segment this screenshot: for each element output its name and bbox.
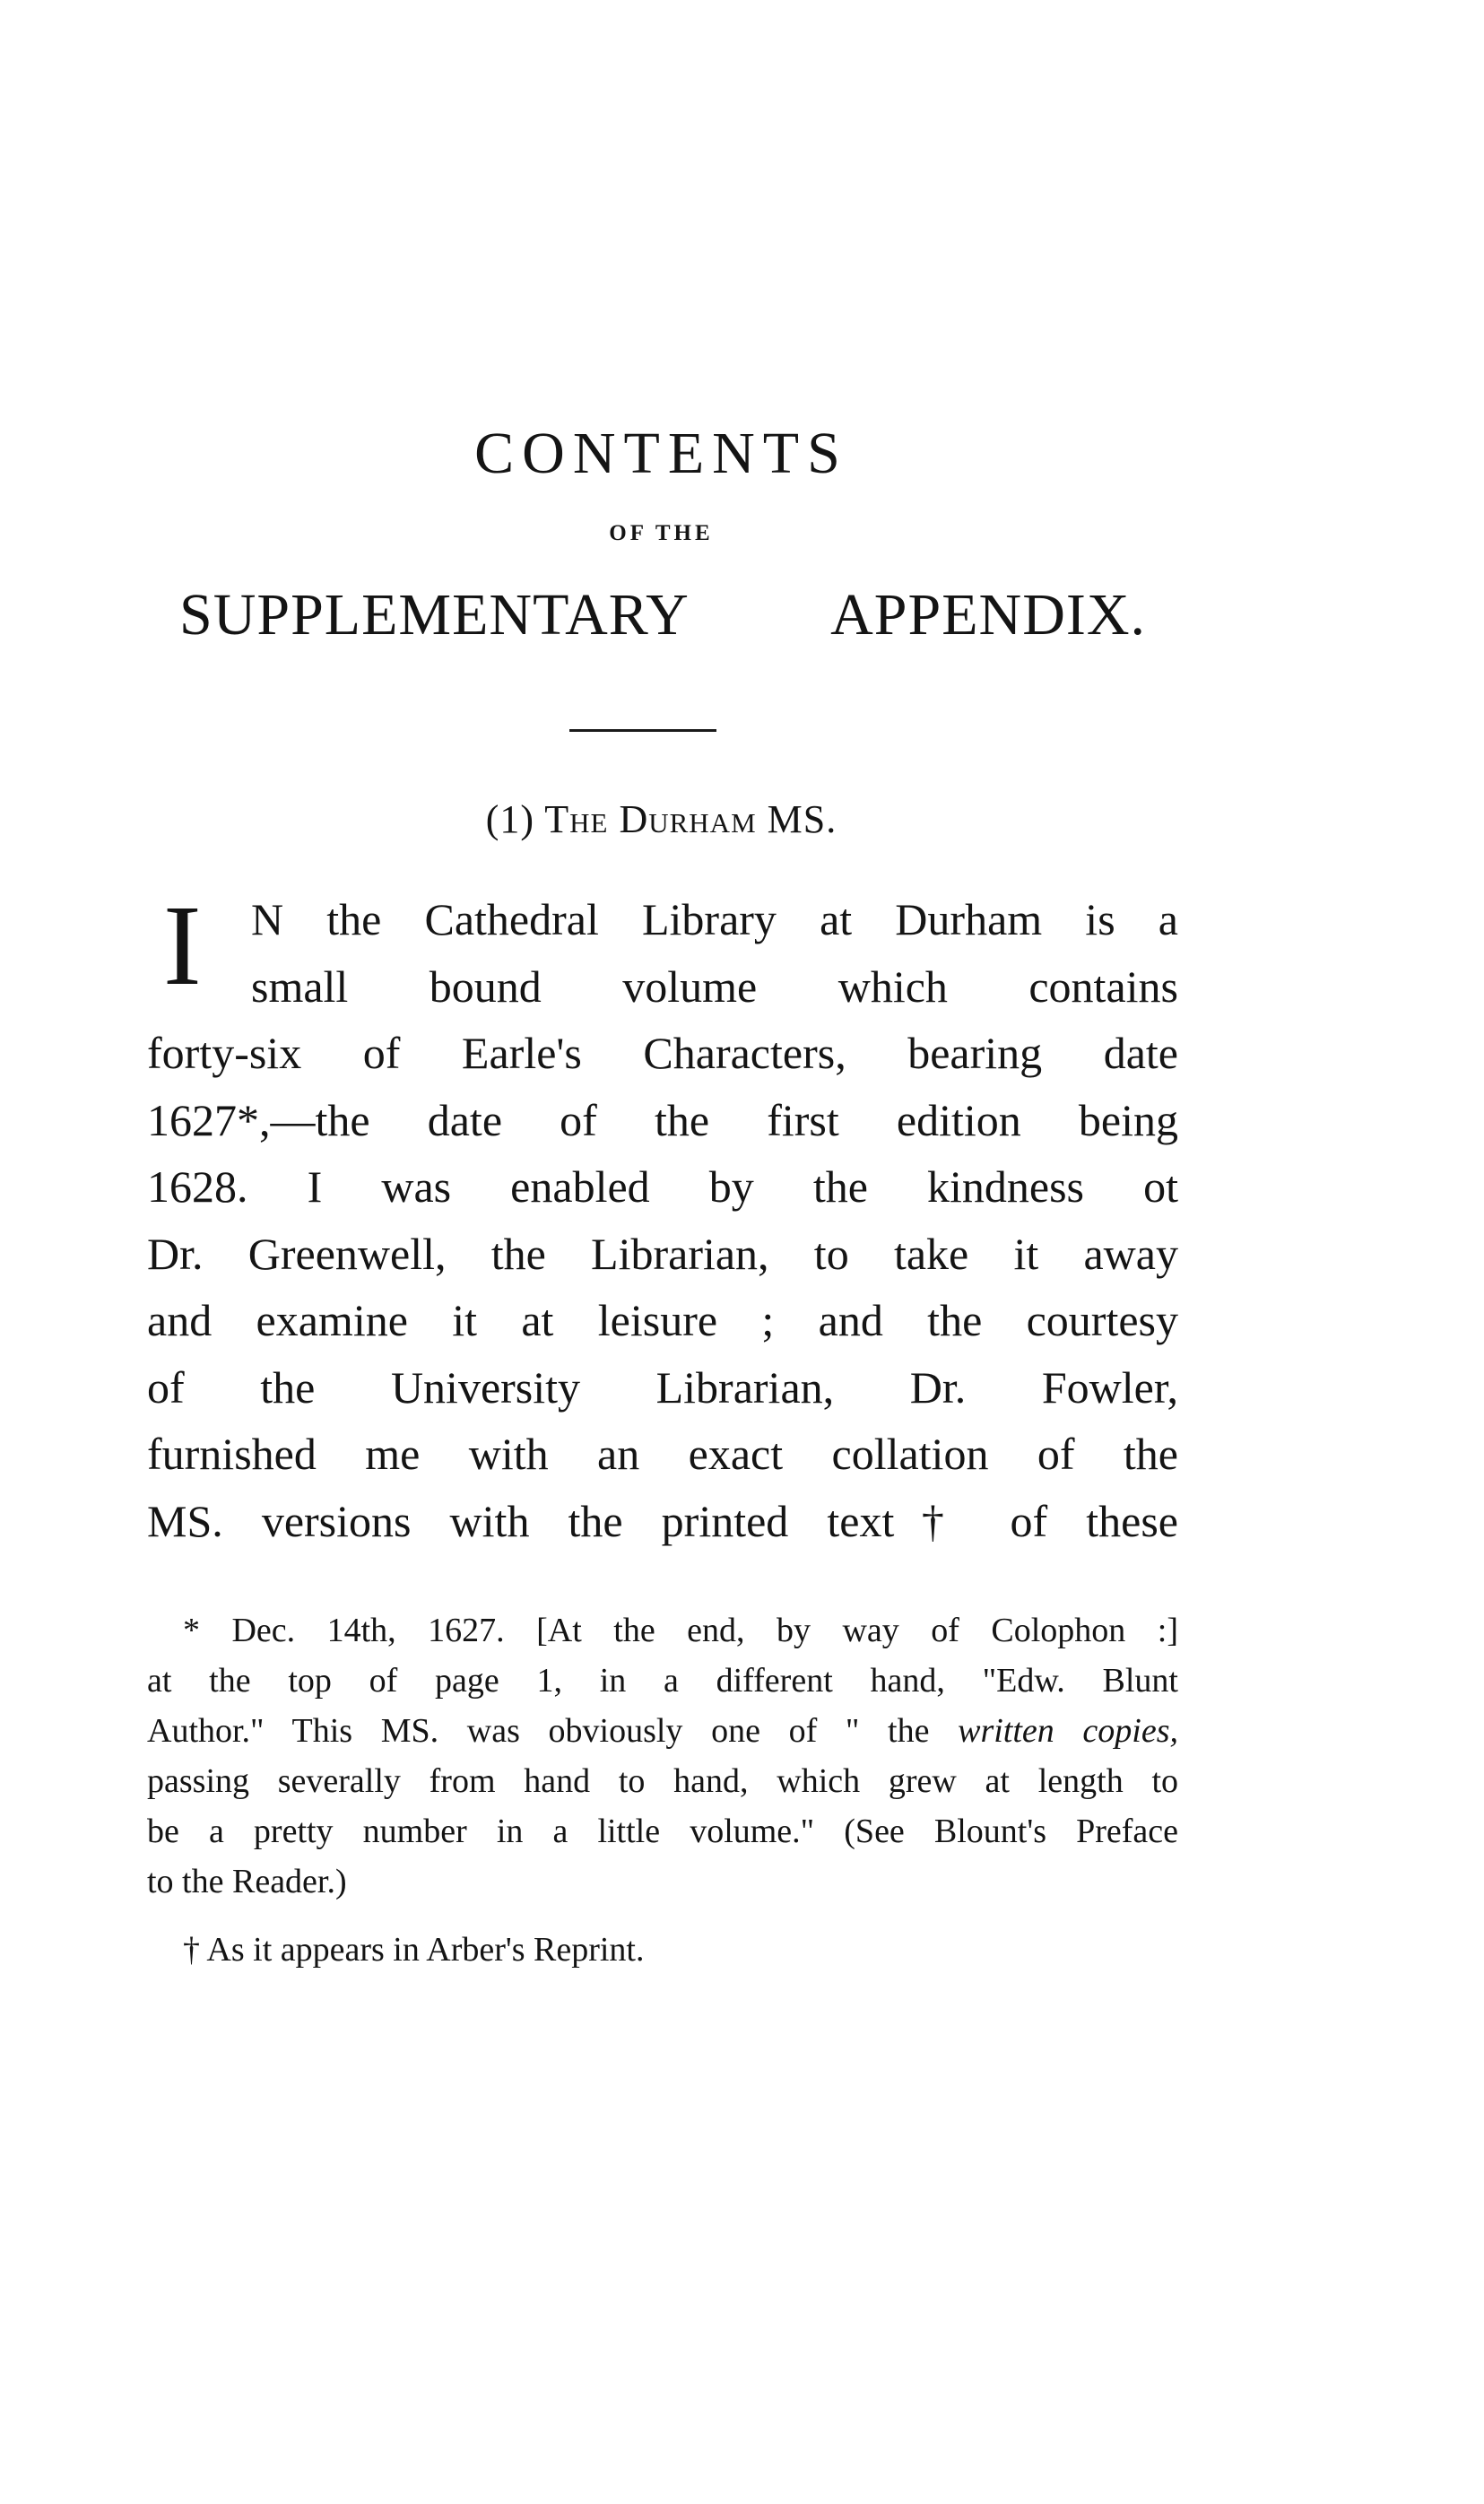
- footnote-line: * Dec. 14th, 1627. [At the end, by way of Colophon :]: [183, 1612, 1178, 1649]
- of-the-subheading: OF THE: [609, 521, 714, 545]
- body-line: 1627*,—the date of the first edition being: [147, 1094, 1178, 1145]
- footnote-italic-text: written copies,: [958, 1712, 1178, 1750]
- body-line: furnished me with an exact collation of the: [147, 1429, 1178, 1479]
- body-line: 1628. I was enabled by the kindness ot: [147, 1161, 1178, 1212]
- body-line: MS. versions with the printed text† of these: [147, 1495, 1178, 1546]
- body-line: Dr. Greenwell, the Librarian, to take it away: [147, 1228, 1178, 1279]
- footnote-text: Author." This MS. was obviously one of " the: [147, 1712, 930, 1750]
- footnote-line: at the top of page 1, in a different hand, "Edw. Blunt: [147, 1662, 1178, 1700]
- footnote-line: to the Reader.): [147, 1863, 347, 1900]
- section-title: (1) The Durham MS.: [485, 797, 837, 841]
- drop-cap: I: [163, 882, 202, 1009]
- body-line: and examine it at leisure ; and the courtesy: [147, 1295, 1178, 1345]
- body-line: of the University Librarian, Dr. Fowler,: [147, 1361, 1178, 1413]
- supplementary-appendix-heading: [179, 579, 1146, 651]
- supplementary-word: SUPPLEMENTARY: [179, 582, 690, 648]
- footnote-line: be a pretty number in a little volume." (See Blount's Preface: [147, 1813, 1178, 1850]
- footnote-line: [147, 1706, 1178, 1756]
- body-line: small bound volume which contains: [251, 961, 1178, 1012]
- body-line: N the Cathedral Library at Durham is a: [251, 894, 1178, 944]
- footnote-line: passing severally from hand to hand, which grew at length to: [147, 1762, 1178, 1800]
- body-line: forty-six of Earle's Characters, bearing date: [147, 1028, 1178, 1078]
- contents-heading: CONTENTS: [474, 421, 848, 486]
- body-paragraph: [147, 882, 1178, 1554]
- footnotes: [147, 1605, 1178, 1975]
- dagger-footnote: † As it appears in Arber's Reprint.: [183, 1931, 645, 1969]
- section-divider: [569, 729, 716, 732]
- appendix-word: APPENDIX.: [830, 582, 1146, 648]
